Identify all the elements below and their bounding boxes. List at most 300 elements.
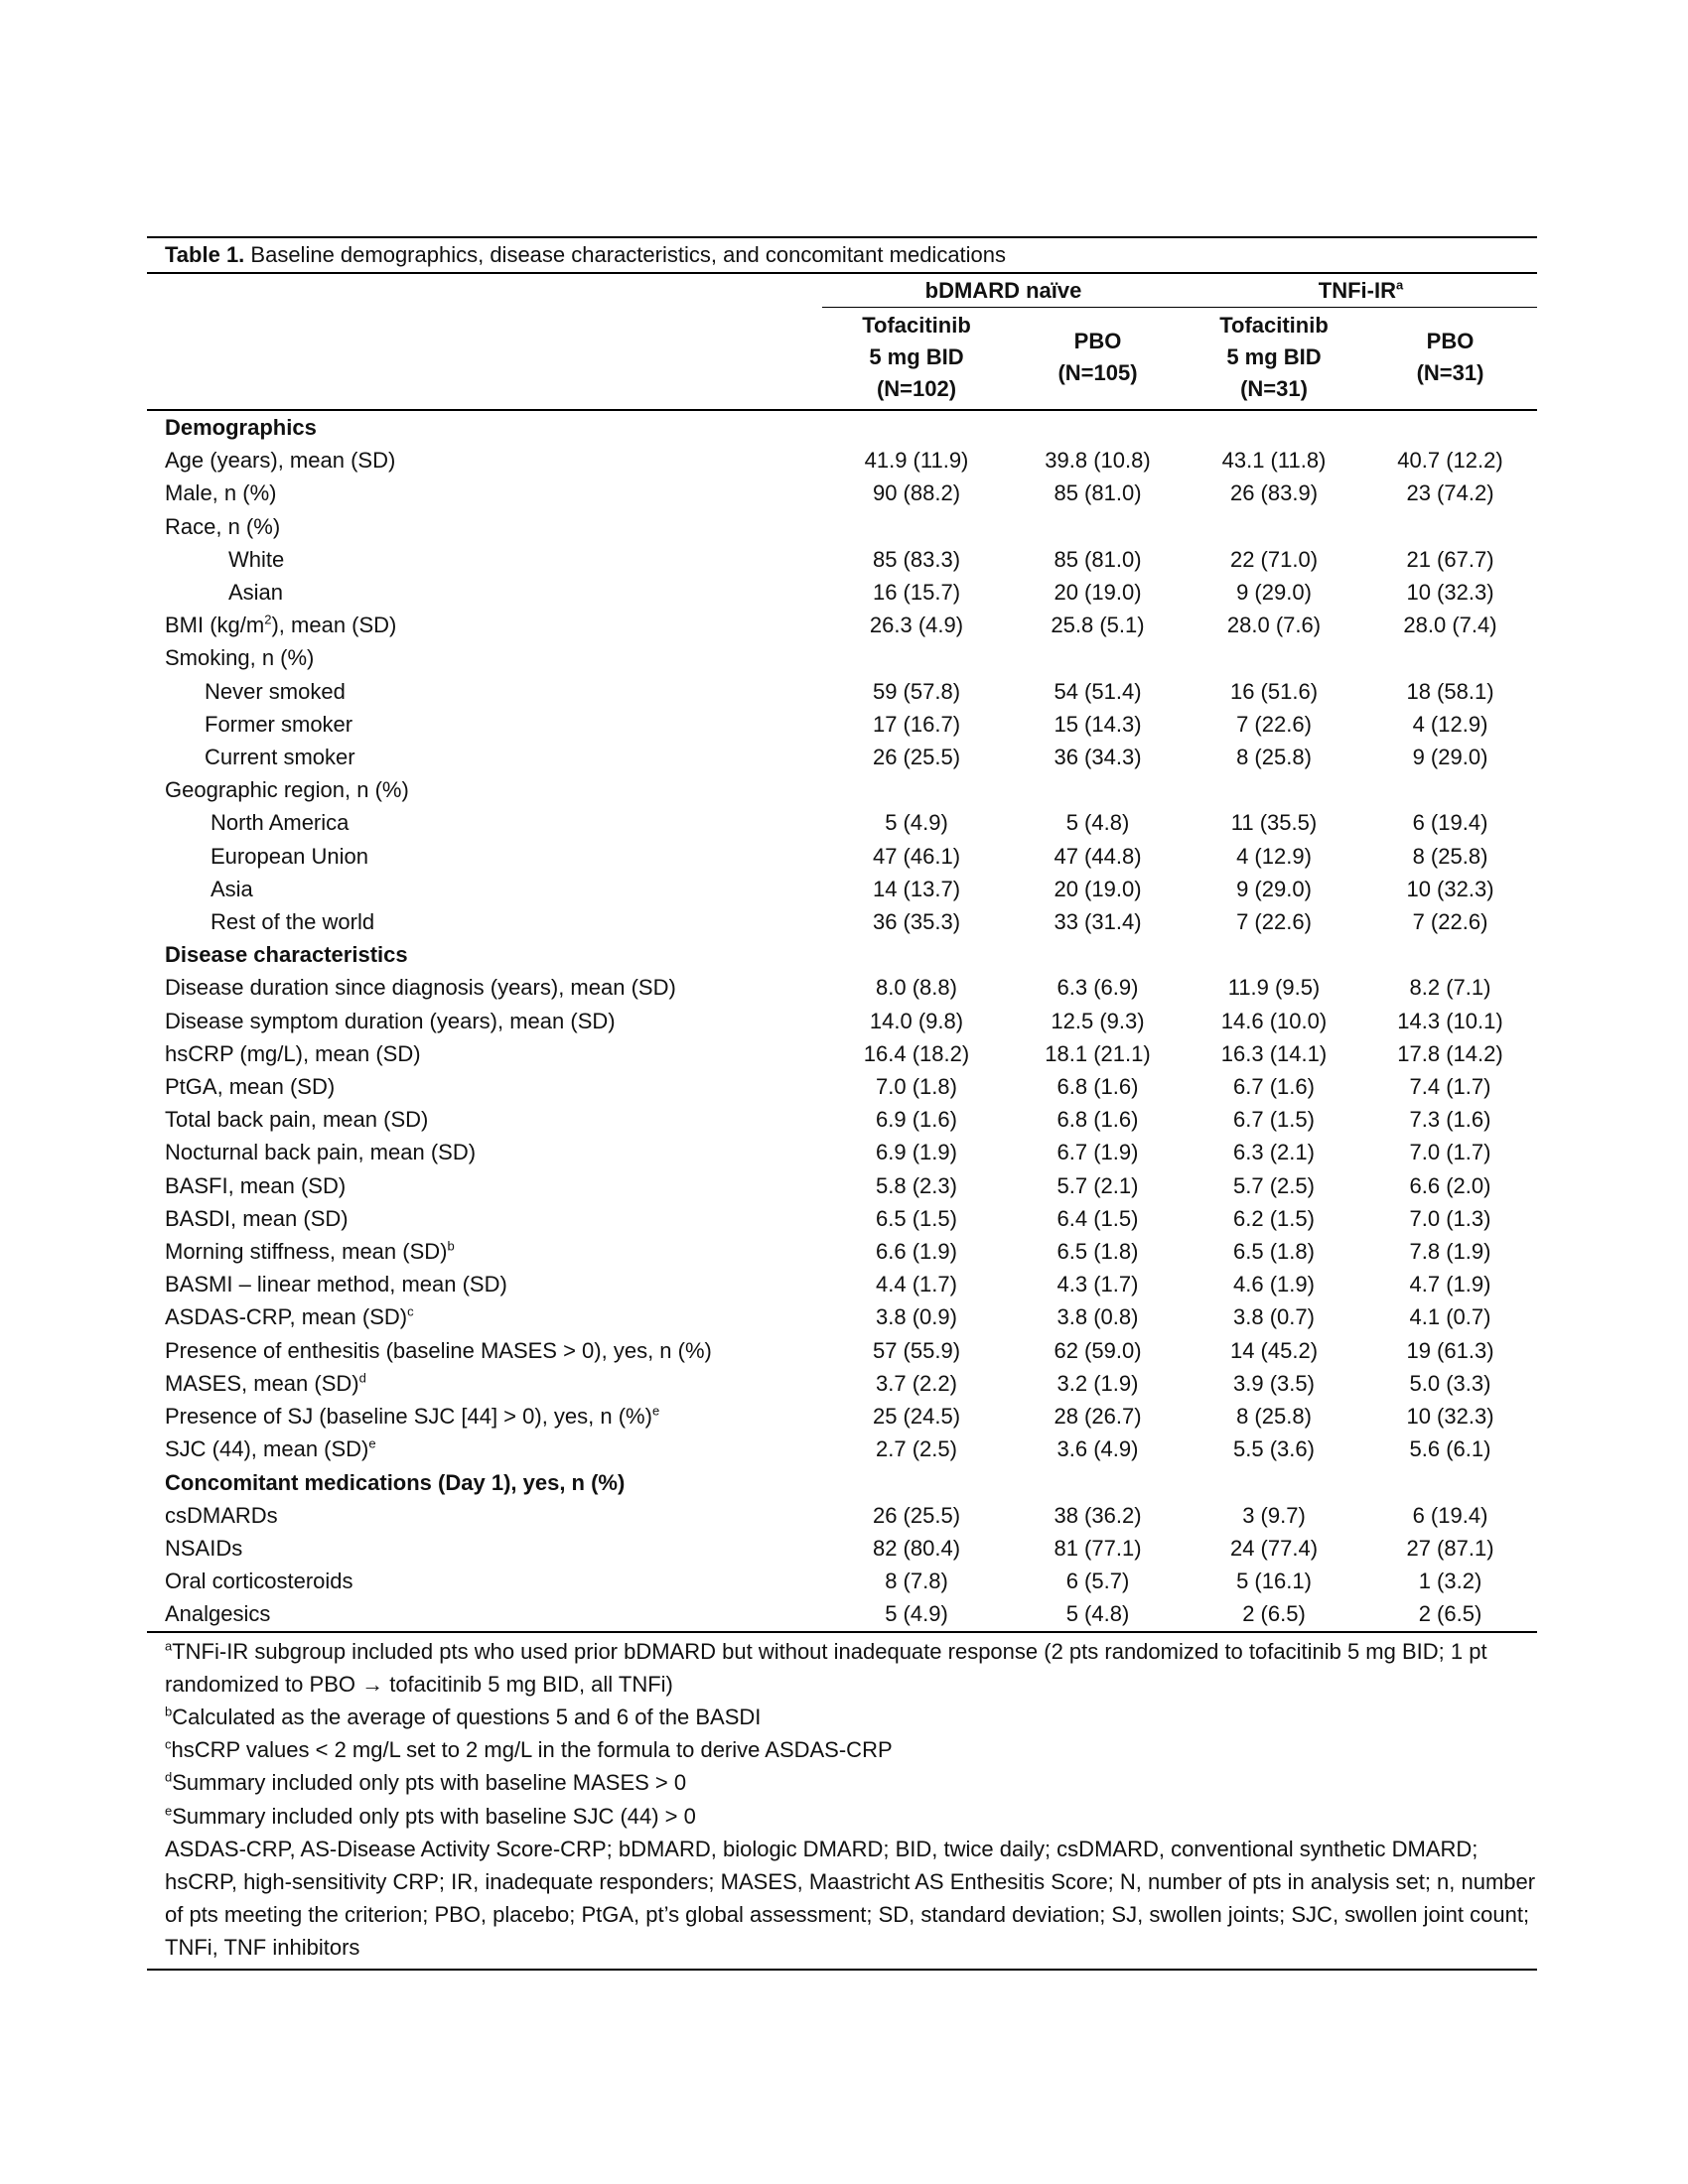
arm-header-blank xyxy=(147,308,822,411)
table-row xyxy=(147,675,1537,708)
table-row xyxy=(147,543,1537,576)
row-value-1: 3.6 (4.9) xyxy=(1056,1436,1139,1462)
table-row xyxy=(147,840,1537,873)
row-value-1: 20 (19.0) xyxy=(1054,580,1142,606)
table-row xyxy=(147,905,1537,938)
row-value-2: 11 (35.5) xyxy=(1230,810,1318,836)
row-value-1: 5.7 (2.1) xyxy=(1056,1172,1139,1198)
group-header-tnfi-ir xyxy=(1185,274,1537,308)
row-value-3: 4 (12.9) xyxy=(1412,711,1488,737)
footnote-text: TNFi-IR subgroup included pts who used prior bDMARD but without inadequate response (2 pts randomized to tofacitinib 5 mg BID; 1 pt randomized to PBO → tofacitinib 5 mg BID, all TNFi) xyxy=(165,1638,1487,1697)
row-value-3: 6 (19.4) xyxy=(1412,1502,1488,1528)
table-title-number: Table 1. xyxy=(165,242,245,267)
footnote-marker: b xyxy=(165,1704,173,1719)
section-row xyxy=(147,410,1537,444)
row-value-0 xyxy=(822,510,1011,543)
row-value-0 xyxy=(822,1466,1011,1499)
row-value-0: 6.5 (1.5) xyxy=(876,1205,957,1231)
row-value-3: 19 (61.3) xyxy=(1406,1337,1494,1363)
row-value-1: 3.8 (0.8) xyxy=(1056,1304,1139,1330)
table-row xyxy=(147,1300,1537,1333)
row-value-2: 7 (22.6) xyxy=(1236,711,1312,737)
row-label xyxy=(147,1268,822,1300)
row-value-0: 3.7 (2.2) xyxy=(876,1370,957,1396)
row-value-2: 8 (25.8) xyxy=(1236,1404,1312,1430)
row-value-0: 85 (83.3) xyxy=(872,546,961,572)
row-label-text: SJC (44), mean (SD) xyxy=(165,1436,369,1462)
row-label-text: Geographic region, n (%) xyxy=(165,777,409,803)
row-value-0: 5 (4.9) xyxy=(885,810,948,836)
row-value-2: 4 (12.9) xyxy=(1236,843,1312,869)
row-label xyxy=(147,741,822,773)
row-label-text: Asian xyxy=(228,580,284,606)
row-label-text: Total back pain, mean (SD) xyxy=(165,1107,429,1133)
footnote-text: hsCRP values < 2 mg/L set to 2 mg/L in the formula to derive ASDAS-CRP xyxy=(171,1737,893,1763)
section-row xyxy=(147,1466,1537,1499)
row-label xyxy=(147,410,822,444)
row-label xyxy=(147,477,822,509)
row-label-text: Oral corticosteroids xyxy=(165,1569,353,1594)
row-value-0: 14 (13.7) xyxy=(872,876,961,901)
row-label xyxy=(147,1300,822,1333)
row-value-1: 12.5 (9.3) xyxy=(1051,1008,1145,1033)
row-label-text: Age (years), mean (SD) xyxy=(165,448,396,474)
row-value-3: 14.3 (10.1) xyxy=(1397,1008,1503,1033)
row-value-2 xyxy=(1185,641,1363,674)
row-value-1 xyxy=(1011,1466,1185,1499)
row-value-2: 9 (29.0) xyxy=(1236,876,1312,901)
row-label xyxy=(147,1597,822,1631)
row-value-2: 5.5 (3.6) xyxy=(1233,1436,1315,1462)
footnote-text: Calculated as the average of questions 5 and 6 of the BASDI xyxy=(172,1704,762,1729)
table-row xyxy=(147,773,1537,806)
row-value-3 xyxy=(1363,510,1537,543)
row-label xyxy=(147,1334,822,1367)
arm-header-line2: 5 mg BID xyxy=(1226,344,1322,369)
row-value-0: 5.8 (2.3) xyxy=(876,1172,957,1198)
table-row xyxy=(147,1070,1537,1103)
row-value-0: 36 (35.3) xyxy=(872,909,961,935)
arm-header-line3: (N=102) xyxy=(876,376,957,401)
row-value-2: 2 (6.5) xyxy=(1185,1597,1363,1631)
row-value-2: 11.9 (9.5) xyxy=(1227,975,1321,1001)
row-value-0: 59 (57.8) xyxy=(872,678,961,704)
row-value-1: 5 (4.8) xyxy=(1065,810,1130,836)
row-value-1: 33 (31.4) xyxy=(1054,909,1142,935)
row-value-3: 8 (25.8) xyxy=(1412,843,1488,869)
row-value-2 xyxy=(1185,773,1363,806)
table-row xyxy=(147,609,1537,641)
row-value-2: 3 (9.7) xyxy=(1242,1502,1306,1528)
row-label-text: White xyxy=(228,546,285,572)
row-label-text: Asia xyxy=(211,876,253,901)
row-value-2: 14.6 (10.0) xyxy=(1220,1008,1328,1033)
row-value-2: 6.7 (1.6) xyxy=(1233,1074,1315,1100)
footnote xyxy=(165,1800,1537,1833)
row-label xyxy=(147,1202,822,1235)
row-value-2: 16.3 (14.1) xyxy=(1220,1040,1328,1066)
row-value-1 xyxy=(1011,938,1185,971)
row-value-2: 8 (25.8) xyxy=(1236,745,1312,770)
row-value-0 xyxy=(822,773,1011,806)
row-value-0: 47 (46.1) xyxy=(872,843,961,869)
row-value-3: 1 (3.2) xyxy=(1418,1569,1482,1594)
row-label xyxy=(147,444,822,477)
row-value-1 xyxy=(1011,510,1185,543)
row-value-2: 6.3 (2.1) xyxy=(1233,1140,1315,1165)
table-body xyxy=(147,410,1537,1632)
row-label xyxy=(147,971,822,1004)
table-row xyxy=(147,1005,1537,1037)
row-label xyxy=(147,543,822,576)
row-label-text: Current smoker xyxy=(205,745,355,770)
row-value-0 xyxy=(822,938,1011,971)
row-label xyxy=(147,1005,822,1037)
row-value-0: 2.7 (2.5) xyxy=(876,1436,957,1462)
row-value-1: 6.4 (1.5) xyxy=(1056,1205,1139,1231)
row-value-3: 7 (22.6) xyxy=(1412,909,1488,935)
row-label-text: BASDI, mean (SD) xyxy=(165,1205,349,1231)
row-value-2: 4.6 (1.9) xyxy=(1233,1272,1315,1297)
row-value-0 xyxy=(822,410,1011,444)
row-value-1: 85 (81.0) xyxy=(1054,480,1142,506)
row-label xyxy=(147,1037,822,1070)
row-label xyxy=(147,806,822,839)
footnote-text: ASDAS-CRP, AS-Disease Activity Score-CRP; bDMARD, biologic DMARD; BID, twice daily; csDMARD, conventional synthetic DMARD; hsCRP, high-sensitivity CRP; IR, inadequate responders; MASES, Maastricht AS Enthesitis Score; N, number of pts in analysis set; n, number of pts meeting the criterion; PBO, placebo; PtGA, pt’s global assessment; SD, standard deviation; SJ, swollen joints; SJC, swollen joint count; TNFi, TNF inhibitors xyxy=(165,1836,1536,1961)
row-value-2 xyxy=(1185,1466,1363,1499)
table-row xyxy=(147,1235,1537,1268)
row-label-text: Concomitant medications (Day 1), yes, n (%) xyxy=(165,1469,626,1495)
row-value-1: 6.3 (6.9) xyxy=(1056,975,1139,1001)
arm-header-2 xyxy=(1185,308,1363,411)
row-label xyxy=(147,1565,822,1597)
row-value-0: 82 (80.4) xyxy=(872,1535,961,1561)
row-label-superscript: c xyxy=(407,1304,414,1320)
footnote-marker: a xyxy=(165,1638,173,1654)
row-value-3: 21 (67.7) xyxy=(1406,546,1494,572)
row-label-text: Presence of enthesitis (baseline MASES > 0), yes, n (%) xyxy=(165,1337,712,1363)
table-row xyxy=(147,1202,1537,1235)
group-header-blank xyxy=(147,274,822,308)
row-value-3: 6 (19.4) xyxy=(1412,810,1488,836)
section-row xyxy=(147,938,1537,971)
row-label xyxy=(147,1136,822,1168)
row-label-text: European Union xyxy=(211,843,369,869)
table-row xyxy=(147,1433,1537,1465)
row-value-2 xyxy=(1185,510,1363,543)
footnote xyxy=(165,1635,1537,1701)
row-value-0: 8.0 (8.8) xyxy=(876,975,957,1001)
row-value-3: 23 (74.2) xyxy=(1406,480,1494,506)
row-label-text: BASFI, mean (SD) xyxy=(165,1172,347,1198)
group-header-tnfi-ir-label: TNFi-IR xyxy=(1318,277,1396,303)
row-value-1: 62 (59.0) xyxy=(1054,1337,1142,1363)
row-value-3: 5.0 (3.3) xyxy=(1409,1370,1491,1396)
row-value-1 xyxy=(1011,773,1185,806)
row-value-1: 18.1 (21.1) xyxy=(1045,1040,1151,1066)
row-value-0: 6.9 (1.9) xyxy=(876,1140,957,1165)
row-value-3: 10 (32.3) xyxy=(1406,876,1494,901)
row-label-text: Analgesics xyxy=(165,1601,271,1627)
row-value-3: 7.8 (1.9) xyxy=(1409,1239,1491,1265)
row-value-2: 5.7 (2.5) xyxy=(1233,1172,1315,1198)
row-value-2: 16 (51.6) xyxy=(1229,678,1319,704)
row-value-1: 5 (4.8) xyxy=(1011,1597,1185,1631)
row-label xyxy=(147,938,822,971)
row-label-text: Morning stiffness, mean (SD) xyxy=(165,1239,448,1265)
row-value-1: 36 (34.3) xyxy=(1054,745,1142,770)
row-label-text: Presence of SJ (baseline SJC [44] > 0), yes, n (%) xyxy=(165,1404,652,1430)
row-value-2: 9 (29.0) xyxy=(1236,580,1312,606)
table-row xyxy=(147,510,1537,543)
row-label xyxy=(147,1367,822,1400)
row-value-0: 14.0 (9.8) xyxy=(869,1008,964,1033)
baseline-table xyxy=(147,274,1537,1633)
row-label xyxy=(147,1235,822,1268)
row-label-text: Smoking, n (%) xyxy=(165,645,315,671)
table-row xyxy=(147,1532,1537,1565)
row-value-3: 2 (6.5) xyxy=(1363,1597,1537,1631)
row-value-1: 54 (51.4) xyxy=(1054,678,1142,704)
row-label xyxy=(147,1103,822,1136)
row-value-2: 6.5 (1.8) xyxy=(1233,1239,1315,1265)
row-value-3: 4.1 (0.7) xyxy=(1409,1304,1491,1330)
footnote-marker: c xyxy=(165,1736,172,1752)
row-value-2: 3.9 (3.5) xyxy=(1233,1370,1315,1396)
row-label-text: Rest of the world xyxy=(211,909,375,935)
table-row xyxy=(147,1334,1537,1367)
row-label xyxy=(147,873,822,905)
row-value-3 xyxy=(1363,938,1537,971)
row-label xyxy=(147,1466,822,1499)
row-value-1 xyxy=(1011,641,1185,674)
row-value-1: 6.5 (1.8) xyxy=(1056,1239,1139,1265)
arm-header-0 xyxy=(822,308,1011,411)
row-value-1: 20 (19.0) xyxy=(1054,876,1142,901)
table-row xyxy=(147,1565,1537,1597)
row-value-3: 10 (32.3) xyxy=(1406,1404,1494,1430)
row-value-2: 26 (83.9) xyxy=(1229,480,1319,506)
row-label xyxy=(147,1400,822,1433)
row-value-1: 15 (14.3) xyxy=(1054,711,1142,737)
row-value-0: 16.4 (18.2) xyxy=(863,1040,970,1066)
row-label xyxy=(147,840,822,873)
row-value-3: 4.7 (1.9) xyxy=(1409,1272,1491,1297)
footnote xyxy=(165,1833,1537,1965)
table-row xyxy=(147,1169,1537,1202)
row-label-superscript: d xyxy=(358,1370,366,1386)
row-value-1: 6 (5.7) xyxy=(1065,1569,1130,1594)
row-label-text: Race, n (%) xyxy=(165,513,281,539)
row-label xyxy=(147,675,822,708)
arm-header-3 xyxy=(1363,308,1537,411)
row-value-0: 5 (4.9) xyxy=(822,1597,1011,1631)
row-value-1: 6.7 (1.9) xyxy=(1056,1140,1139,1165)
table-row xyxy=(147,1103,1537,1136)
row-value-3 xyxy=(1363,1466,1537,1499)
row-value-1: 25.8 (5.1) xyxy=(1051,613,1145,638)
table-row xyxy=(147,741,1537,773)
row-label-superscript: 2 xyxy=(264,612,272,627)
table-row xyxy=(147,1499,1537,1532)
table-row xyxy=(147,1597,1537,1631)
row-label-text: Demographics xyxy=(165,415,317,440)
row-label xyxy=(147,576,822,609)
footnote xyxy=(165,1733,1537,1766)
row-value-1: 28 (26.7) xyxy=(1054,1404,1142,1430)
row-value-2: 24 (77.4) xyxy=(1229,1535,1319,1561)
row-value-3 xyxy=(1363,773,1537,806)
arm-header-line2: (N=105) xyxy=(1057,360,1138,385)
row-value-2: 6.2 (1.5) xyxy=(1233,1205,1315,1231)
row-label-superscript: e xyxy=(368,1435,376,1451)
row-value-0: 3.8 (0.9) xyxy=(876,1304,957,1330)
row-value-3: 5.6 (6.1) xyxy=(1409,1436,1491,1462)
row-label-text: BMI (kg/m xyxy=(165,613,265,638)
arm-header-line1: PBO xyxy=(1426,329,1475,353)
row-label xyxy=(147,609,822,641)
row-label-text: Disease duration since diagnosis (years), mean (SD) xyxy=(165,975,676,1001)
group-header-tnfi-ir-footnote: a xyxy=(1395,277,1404,293)
row-label-text: Disease symptom duration (years), mean (SD) xyxy=(165,1008,616,1033)
row-label-text: Male, n (%) xyxy=(165,480,277,506)
row-label-text: hsCRP (mg/L), mean (SD) xyxy=(165,1040,421,1066)
row-label-text: NSAIDs xyxy=(165,1535,243,1561)
arm-header-1 xyxy=(1011,308,1185,411)
row-value-1: 4.3 (1.7) xyxy=(1056,1272,1139,1297)
document-page xyxy=(147,236,1537,1971)
row-value-2: 14 (45.2) xyxy=(1229,1337,1319,1363)
table-row xyxy=(147,576,1537,609)
row-value-1: 39.8 (10.8) xyxy=(1045,448,1151,474)
row-value-3: 6.6 (2.0) xyxy=(1409,1172,1491,1198)
row-value-0: 90 (88.2) xyxy=(872,480,961,506)
row-value-2 xyxy=(1185,938,1363,971)
row-value-2: 22 (71.0) xyxy=(1229,546,1319,572)
table-row xyxy=(147,641,1537,674)
row-label xyxy=(147,1433,822,1465)
row-label xyxy=(147,708,822,741)
row-value-2 xyxy=(1185,410,1363,444)
row-label-superscript: b xyxy=(447,1238,455,1254)
row-value-0: 4.4 (1.7) xyxy=(876,1272,957,1297)
row-label xyxy=(147,1169,822,1202)
footnote xyxy=(165,1701,1537,1733)
row-label xyxy=(147,641,822,674)
table-row xyxy=(147,1400,1537,1433)
footnote xyxy=(165,1766,1537,1799)
arm-header-row xyxy=(147,308,1537,411)
row-value-0: 26 (25.5) xyxy=(872,745,961,770)
row-value-0: 7.0 (1.8) xyxy=(876,1074,957,1100)
row-value-0: 26 (25.5) xyxy=(872,1502,961,1528)
row-value-1: 6.8 (1.6) xyxy=(1056,1107,1139,1133)
row-label-text: Nocturnal back pain, mean (SD) xyxy=(165,1140,477,1165)
row-value-2: 5 (16.1) xyxy=(1236,1569,1312,1594)
row-label xyxy=(147,510,822,543)
row-value-3: 7.4 (1.7) xyxy=(1409,1074,1491,1100)
row-value-0: 16 (15.7) xyxy=(872,580,961,606)
row-value-0: 6.9 (1.6) xyxy=(876,1107,957,1133)
row-value-2: 28.0 (7.6) xyxy=(1226,613,1322,638)
row-label-text: Disease characteristics xyxy=(165,942,408,968)
row-label-text: Never smoked xyxy=(205,678,346,704)
table-title xyxy=(147,236,1537,274)
row-label-text: Former smoker xyxy=(205,711,353,737)
row-value-1: 38 (36.2) xyxy=(1054,1502,1142,1528)
group-header-bdmard-naive: bDMARD naïve xyxy=(822,274,1185,308)
footnote-marker: e xyxy=(165,1803,173,1819)
row-value-1: 47 (44.8) xyxy=(1054,843,1142,869)
table-row xyxy=(147,444,1537,477)
row-label xyxy=(147,1070,822,1103)
table-row xyxy=(147,1037,1537,1070)
row-value-3: 27 (87.1) xyxy=(1406,1535,1494,1561)
row-value-1: 3.2 (1.9) xyxy=(1056,1370,1139,1396)
table-row xyxy=(147,1268,1537,1300)
row-value-0: 17 (16.7) xyxy=(872,711,961,737)
table-row xyxy=(147,477,1537,509)
table-row xyxy=(147,806,1537,839)
group-header-row xyxy=(147,274,1537,308)
row-value-2: 7 (22.6) xyxy=(1236,909,1312,935)
arm-header-line1: Tofacitinib xyxy=(1219,313,1329,338)
row-value-2: 3.8 (0.7) xyxy=(1233,1304,1315,1330)
row-value-0: 6.6 (1.9) xyxy=(876,1239,957,1265)
footnote-text: Summary included only pts with baseline MASES > 0 xyxy=(172,1770,687,1796)
row-value-2: 6.7 (1.5) xyxy=(1233,1107,1315,1133)
footnote-text: Summary included only pts with baseline SJC (44) > 0 xyxy=(172,1803,696,1829)
row-value-3: 28.0 (7.4) xyxy=(1403,613,1497,638)
row-value-1: 85 (81.0) xyxy=(1054,546,1142,572)
row-label xyxy=(147,773,822,806)
row-value-0: 41.9 (11.9) xyxy=(864,448,969,474)
row-value-0: 25 (24.5) xyxy=(872,1404,961,1430)
row-label-superscript: e xyxy=(651,1403,660,1419)
arm-header-line1: Tofacitinib xyxy=(862,313,971,338)
row-value-3: 17.8 (14.2) xyxy=(1397,1040,1503,1066)
footnotes xyxy=(147,1633,1537,1971)
row-label xyxy=(147,1532,822,1565)
row-value-3: 10 (32.3) xyxy=(1406,580,1494,606)
row-label-text: PtGA, mean (SD) xyxy=(165,1074,336,1100)
row-label xyxy=(147,1499,822,1532)
row-label-suffix: ), mean (SD) xyxy=(271,613,397,638)
row-value-3: 7.3 (1.6) xyxy=(1409,1107,1491,1133)
row-label xyxy=(147,905,822,938)
row-value-1 xyxy=(1011,410,1185,444)
row-label-text: csDMARDs xyxy=(165,1502,278,1528)
arm-header-line2: (N=31) xyxy=(1416,360,1484,385)
row-value-3: 9 (29.0) xyxy=(1412,745,1488,770)
arm-header-line2: 5 mg BID xyxy=(869,344,964,369)
footnote-marker: d xyxy=(165,1770,173,1785)
row-label-text: North America xyxy=(211,810,350,836)
row-value-3: 40.7 (12.2) xyxy=(1397,448,1503,474)
row-label-text: MASES, mean (SD) xyxy=(165,1370,359,1396)
table-row xyxy=(147,971,1537,1004)
row-label-text: BASMI – linear method, mean (SD) xyxy=(165,1272,507,1297)
row-value-0: 26.3 (4.9) xyxy=(869,613,964,638)
row-value-2: 43.1 (11.8) xyxy=(1221,448,1327,474)
row-value-0: 57 (55.9) xyxy=(872,1337,961,1363)
table-row xyxy=(147,708,1537,741)
table-row xyxy=(147,1367,1537,1400)
row-value-1: 6.8 (1.6) xyxy=(1056,1074,1139,1100)
row-value-3: 8.2 (7.1) xyxy=(1409,975,1491,1001)
row-value-3: 18 (58.1) xyxy=(1406,678,1494,704)
row-value-3 xyxy=(1363,641,1537,674)
